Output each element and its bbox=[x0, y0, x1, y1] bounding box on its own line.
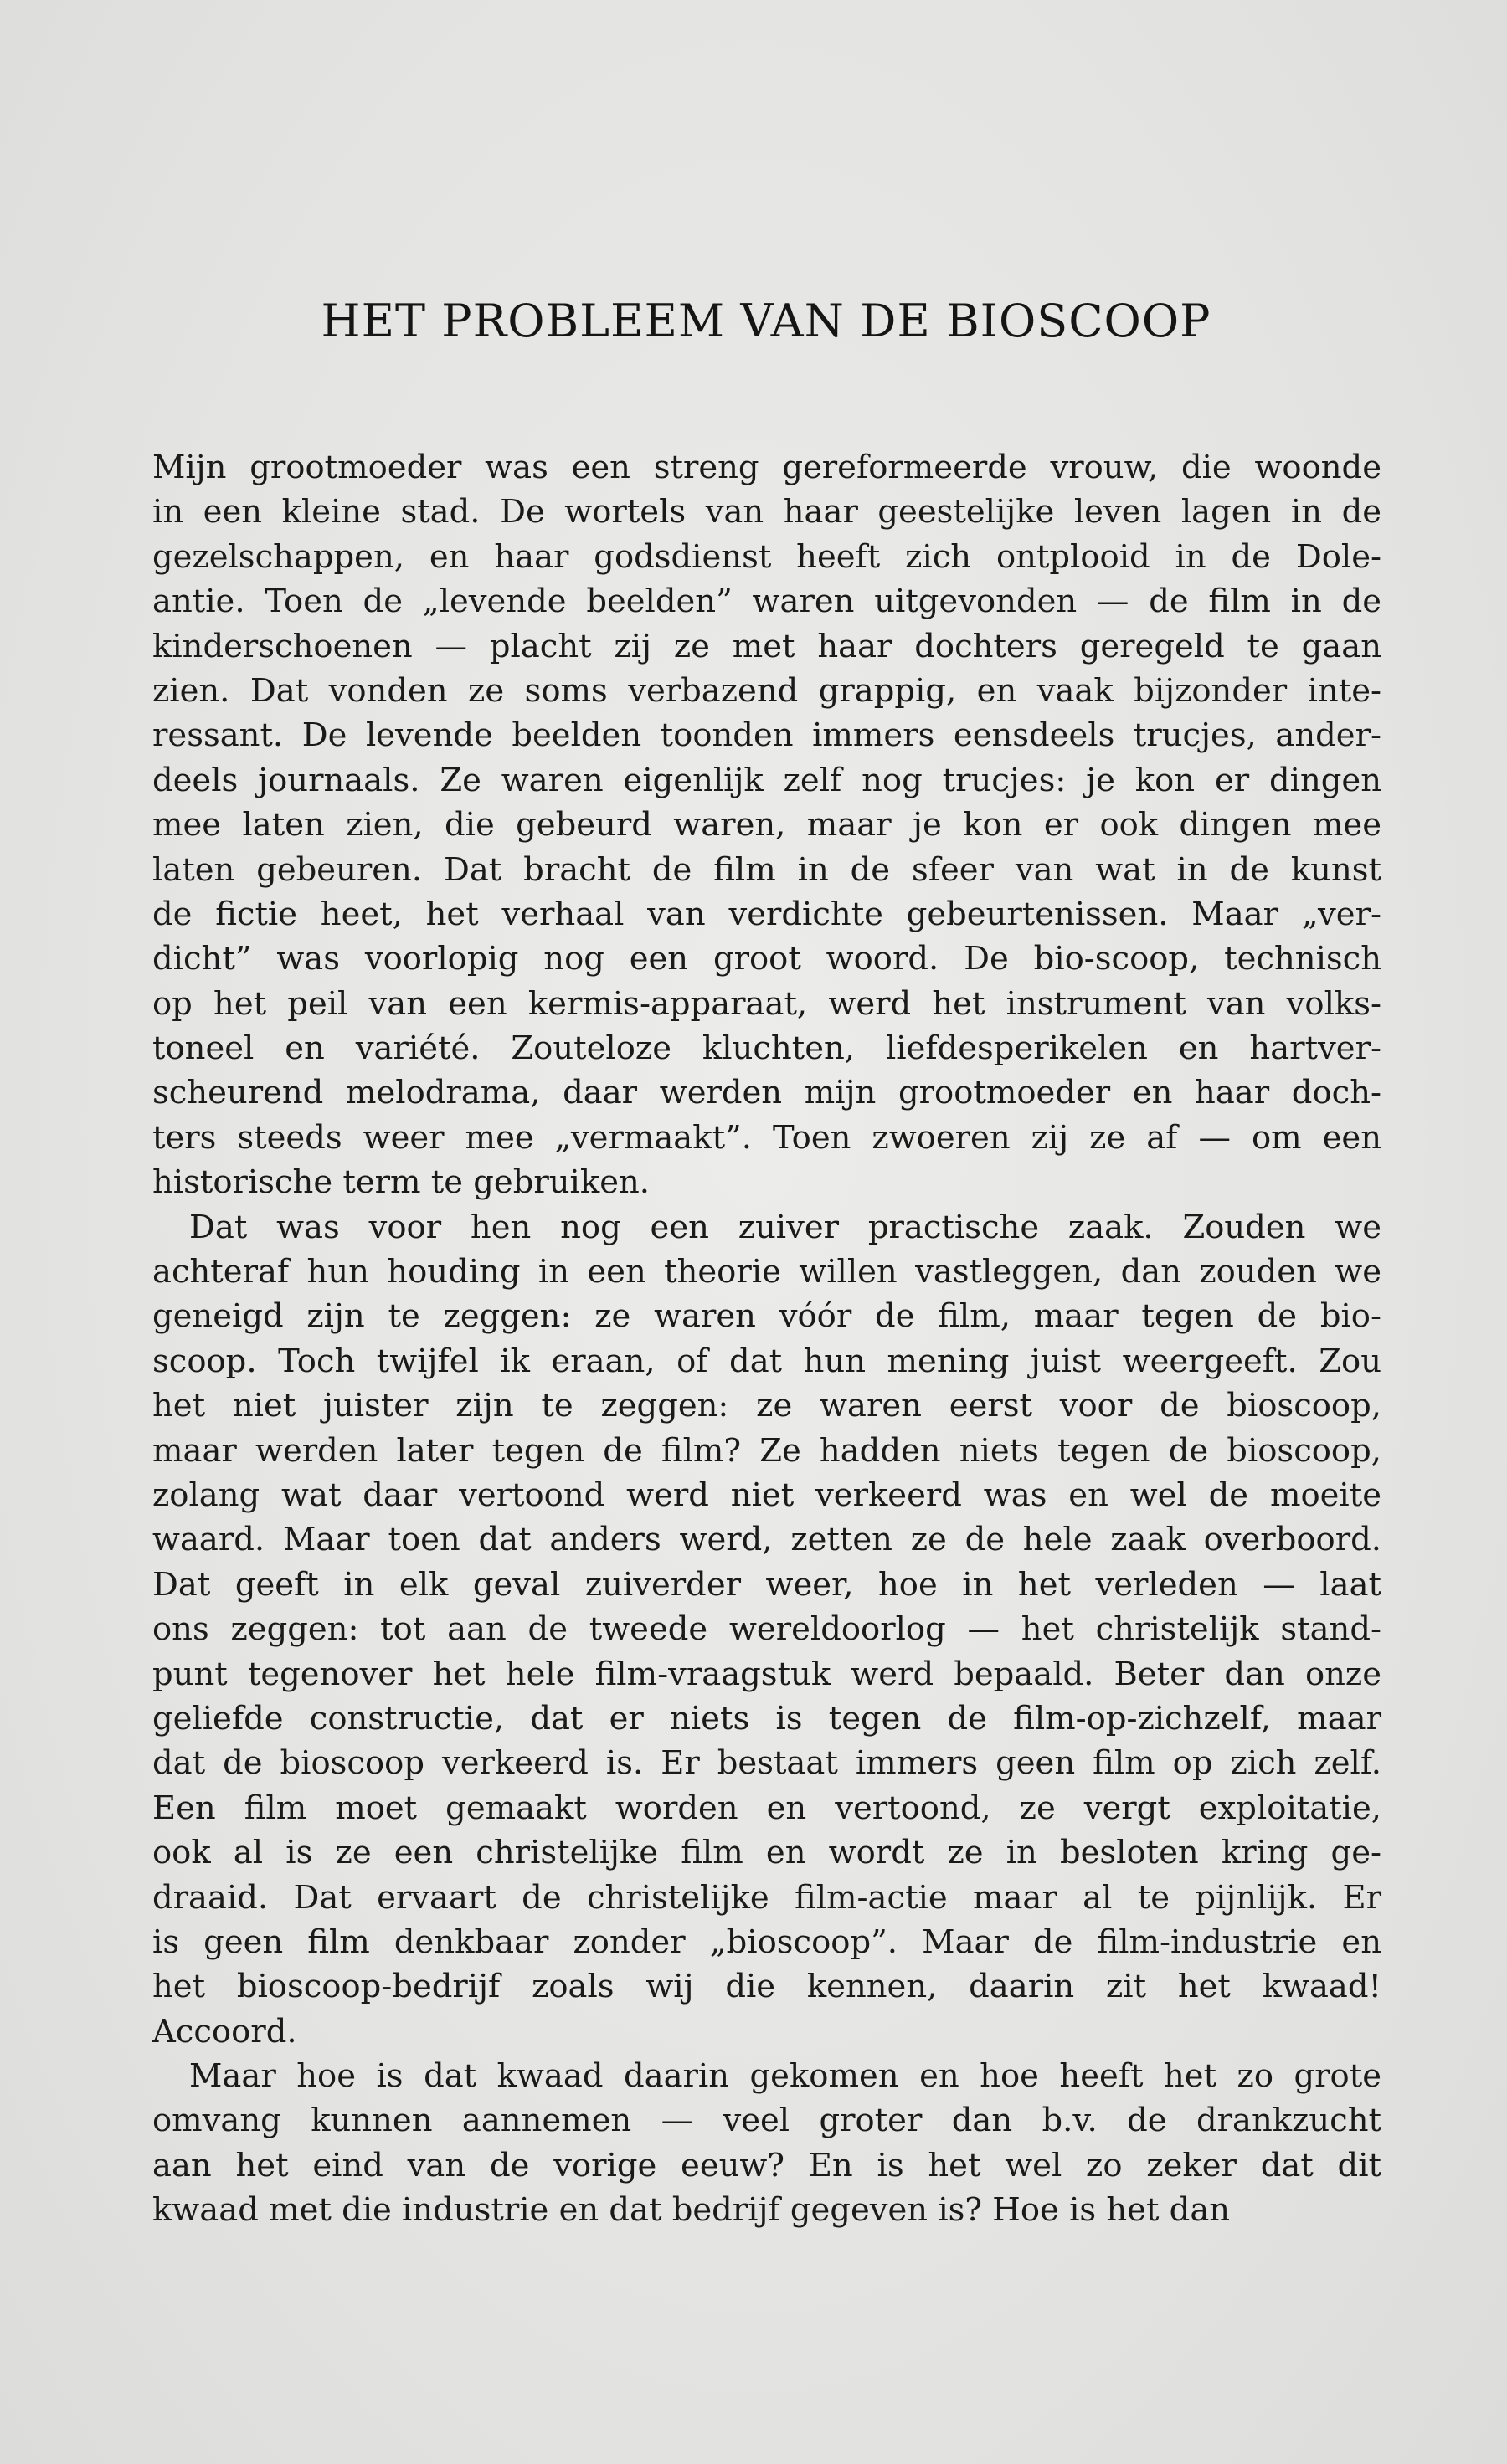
text-line: geliefde constructie, dat er niets is tegen de film-op-zichzelf, maar bbox=[152, 1699, 1381, 1738]
text-line: achteraf hun houding in een theorie willen vastleggen, dan zouden we bbox=[152, 1253, 1381, 1291]
text-line: punt tegenover het hele film-vraagstuk werd bepaald. Beter dan onze bbox=[152, 1655, 1381, 1693]
body-text bbox=[152, 445, 1381, 2233]
text-line: zien. Dat vonden ze soms verbazend grappig, en vaak bijzonder inte- bbox=[152, 671, 1381, 710]
text-line: Accoord. bbox=[152, 2012, 297, 2051]
text-line: dicht” was voorlopig nog een groot woord. De bio-scoop, technisch bbox=[152, 940, 1381, 978]
text-line: deels journaals. Ze waren eigenlijk zelf nog trucjes: je kon er dingen bbox=[152, 761, 1381, 799]
paragraph bbox=[152, 445, 1381, 1205]
text-line: antie. Toen de „levende beelden” waren uitgevonden — de film in de bbox=[152, 583, 1381, 621]
paragraph bbox=[152, 1205, 1381, 2054]
text-line: in een kleine stad. De wortels van haar geestelijke leven lagen in de bbox=[152, 493, 1381, 531]
text-line: laten gebeuren. Dat bracht de film in de sfeer van wat in de kunst bbox=[152, 850, 1381, 889]
text-line: kwaad met die industrie en dat bedrijf gegeven is? Hoe is het dan bbox=[152, 2191, 1231, 2230]
text-line: scheurend melodrama, daar werden mijn grootmoeder en haar doch- bbox=[152, 1074, 1381, 1112]
text-line: Mijn grootmoeder was een streng gereformeerde vrouw, die woonde bbox=[152, 449, 1381, 486]
text-line: draaid. Dat ervaart de christelijke film-actie maar al te pijnlijk. Er bbox=[152, 1878, 1381, 1917]
text-line: maar werden later tegen de film? Ze hadden niets tegen de bioscoop, bbox=[152, 1431, 1381, 1470]
text-line: het niet juister zijn te zeggen: ze waren eerst voor de bioscoop, bbox=[152, 1387, 1381, 1425]
text-line: mee laten zien, die gebeurd waren, maar je kon er ook dingen mee bbox=[152, 806, 1381, 844]
chapter-title: HET PROBLEEM VAN DE BIOSCOOP bbox=[321, 295, 1211, 347]
text-line: gezelschappen, en haar godsdienst heeft zich ontplooid in de Dole- bbox=[152, 537, 1381, 576]
text-line: aan het eind van de vorige eeuw? En is het wel zo zeker dat dit bbox=[152, 2146, 1381, 2184]
text-line: ons zeggen: tot aan de tweede wereldoorlog — het christelijk stand- bbox=[152, 1610, 1381, 1649]
text-line: Dat geeft in elk geval zuiverder weer, hoe in het verleden — laat bbox=[152, 1565, 1381, 1604]
text-line: ook al is ze een christelijke film en wordt ze in besloten kring ge- bbox=[152, 1834, 1381, 1872]
text-line: zolang wat daar vertoond werd niet verkeerd was en wel de moeite bbox=[152, 1476, 1381, 1514]
text-line: ressant. De levende beelden toonden immers eensdeels trucjes, ander- bbox=[152, 716, 1381, 755]
text-line: dat de bioscoop verkeerd is. Er bestaat immers geen film op zich zelf. bbox=[152, 1744, 1381, 1783]
text-line: de fictie heet, het verhaal van verdichte gebeurtenissen. Maar „ver- bbox=[152, 895, 1381, 933]
text-line: ters steeds weer mee „vermaakt”. Toen zwoeren zij ze af — om een bbox=[152, 1118, 1381, 1157]
text-line: is geen film denkbaar zonder „bioscoop”. Maar de film-industrie en bbox=[152, 1922, 1381, 1961]
text-line: Een film moet gemaakt worden en vertoond, ze vergt exploitatie, bbox=[152, 1789, 1381, 1827]
text-line: het bioscoop-bedrijf zoals wij die kennen, daarin zit het kwaad! bbox=[152, 1968, 1381, 2006]
text-line: omvang kunnen aannemen — veel groter dan b.v. de drankzucht bbox=[152, 2102, 1381, 2140]
text-line: Dat was voor hen nog een zuiver practische zaak. Zouden we bbox=[189, 1208, 1381, 1246]
paragraph bbox=[152, 2054, 1381, 2233]
text-line: Maar hoe is dat kwaad daarin gekomen en hoe heeft het zo grote bbox=[189, 2057, 1381, 2096]
text-line: scoop. Toch twijfel ik eraan, of dat hun mening juist weergeeft. Zou bbox=[152, 1342, 1381, 1380]
text-line: kinderschoenen — placht zij ze met haar dochters geregeld te gaan bbox=[152, 627, 1381, 665]
text-line: geneigd zijn te zeggen: ze waren vóór de film, maar tegen de bio- bbox=[152, 1297, 1381, 1336]
text-line: toneel en variété. Zouteloze kluchten, liefdesperikelen en hartver- bbox=[152, 1029, 1381, 1068]
text-line: waard. Maar toen dat anders werd, zetten ze de hele zaak overboord. bbox=[152, 1521, 1381, 1559]
text-line: op het peil van een kermis-apparaat, werd het instrument van volks- bbox=[152, 984, 1381, 1023]
text-line: historische term te gebruiken. bbox=[152, 1163, 651, 1202]
